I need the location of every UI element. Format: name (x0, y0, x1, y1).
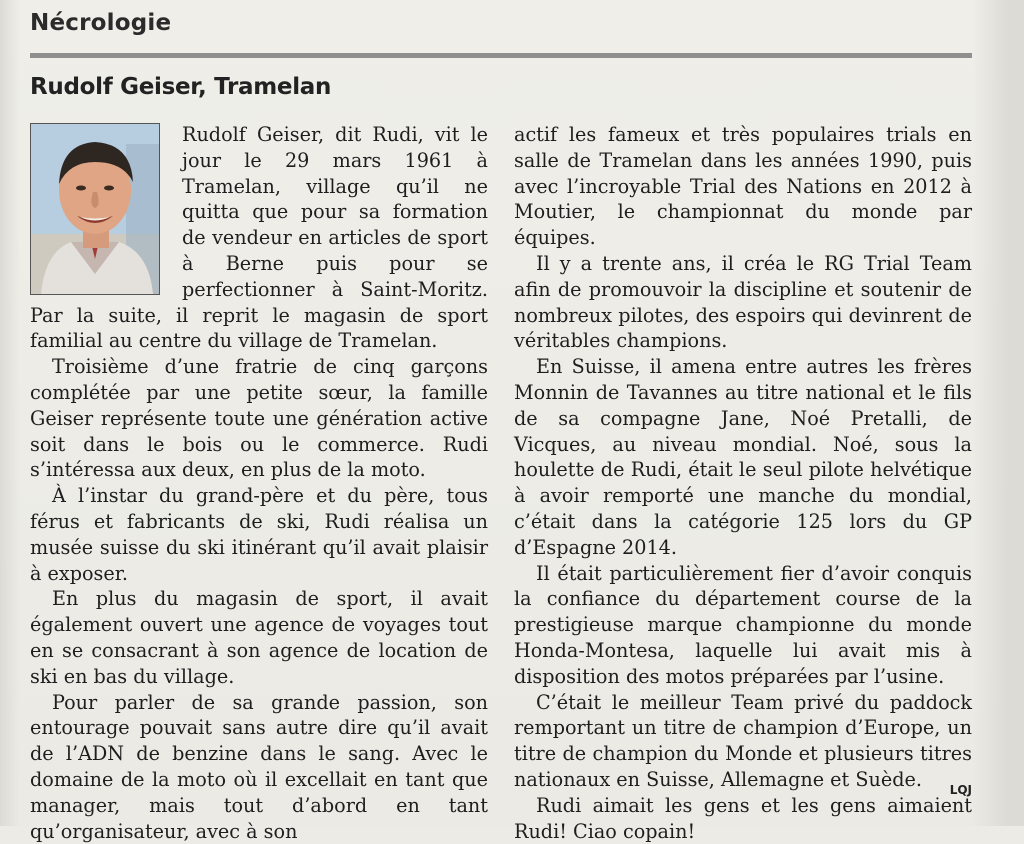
section-rubric: Nécrologie (30, 10, 172, 36)
paragraph: En plus du magasin de sport, il avait également ouvert une agence de voyages tout en se consacrant à son agence de location de ski en bas du village. (30, 587, 488, 688)
article-column-right (514, 122, 972, 844)
author-signature: LQJ (949, 783, 972, 797)
section-divider (30, 53, 972, 58)
paragraph: En Suisse, il amena entre autres les frères Monnin de Tavannes au titre national et le fils de sa compagne Jane, Noé Pretalli, de Vicques, au niveau mondial. Noé, sous la houlette de Rudi, était le seul pilote helvétique à avoir remporté une manche du mondial, c’était dans la catégorie 125 lors du GP d’Espagne 2014. (514, 355, 972, 559)
paragraph: Il était particulièrement fier d’avoir conquis la confiance du département course de la prestigieuse marque championne du monde Honda-Montesa, laquelle lui avait mis à disposition des motos préparées par l’usine. (514, 561, 972, 688)
scan-edge-right (972, 0, 1024, 826)
scan-edge-left (0, 0, 20, 826)
paragraph: À l’instar du grand-père et du père, tous férus et fabricants de ski, Rudi réalisa un musée suisse du ski itinérant qu’il avait plaisir à exposer. (30, 484, 488, 585)
paragraph: Il y a trente ans, il créa le RG Trial Team afin de promouvoir la discipline et soutenir de nombreux pilotes, des espoirs qui devinrent de véritables champions. (514, 251, 972, 353)
article-column-left (30, 122, 488, 844)
paragraph: Troisième d’une fratrie de cinq garçons complétée par une petite sœur, la famille Geiser représente toute une génération active soit dans le bois ou le commerce. Rudi s’intéressa aux deux, en plus de la moto. (30, 355, 488, 482)
paragraph: C’était le meilleur Team privé du paddock remportant un titre de champion d’Europe, un titre de champion du Monde et plusieurs titres nationaux en Suisse, Allemagne et Suède. (514, 690, 972, 791)
paragraph: Rudi aimait les gens et les gens aimaient Rudi! Ciao copain! (514, 793, 972, 843)
article-headline: Rudolf Geiser, Tramelan (30, 74, 332, 100)
paragraph: actif les fameux et très populaires trials en salle de Tramelan dans les années 1990, puis avec l’incroyable Trial des Nations en 2012 à Moutier, le championnat du monde par équipes. (514, 123, 972, 250)
paragraph: Rudolf Geiser, dit Rudi, vit le jour le 29 mars 1961 à Tramelan, village qu’il ne quitta que pour sa formation de vendeur en articles de sport à Berne puis pour se perfectionner à Saint-Moritz. Par la suite, il reprit le magasin de sport familial au centre du village de Tramelan. (30, 123, 488, 353)
paragraph: Pour parler de sa grande passion, son entourage pouvait sans autre dire qu’il avait de l’ADN de benzine dans le sang. Avec le domaine de la moto où il excellait en tant que manager, mais tout d’abord en tant qu’organisateur, avec à son (30, 690, 488, 843)
photo-text-wrap (30, 122, 182, 296)
